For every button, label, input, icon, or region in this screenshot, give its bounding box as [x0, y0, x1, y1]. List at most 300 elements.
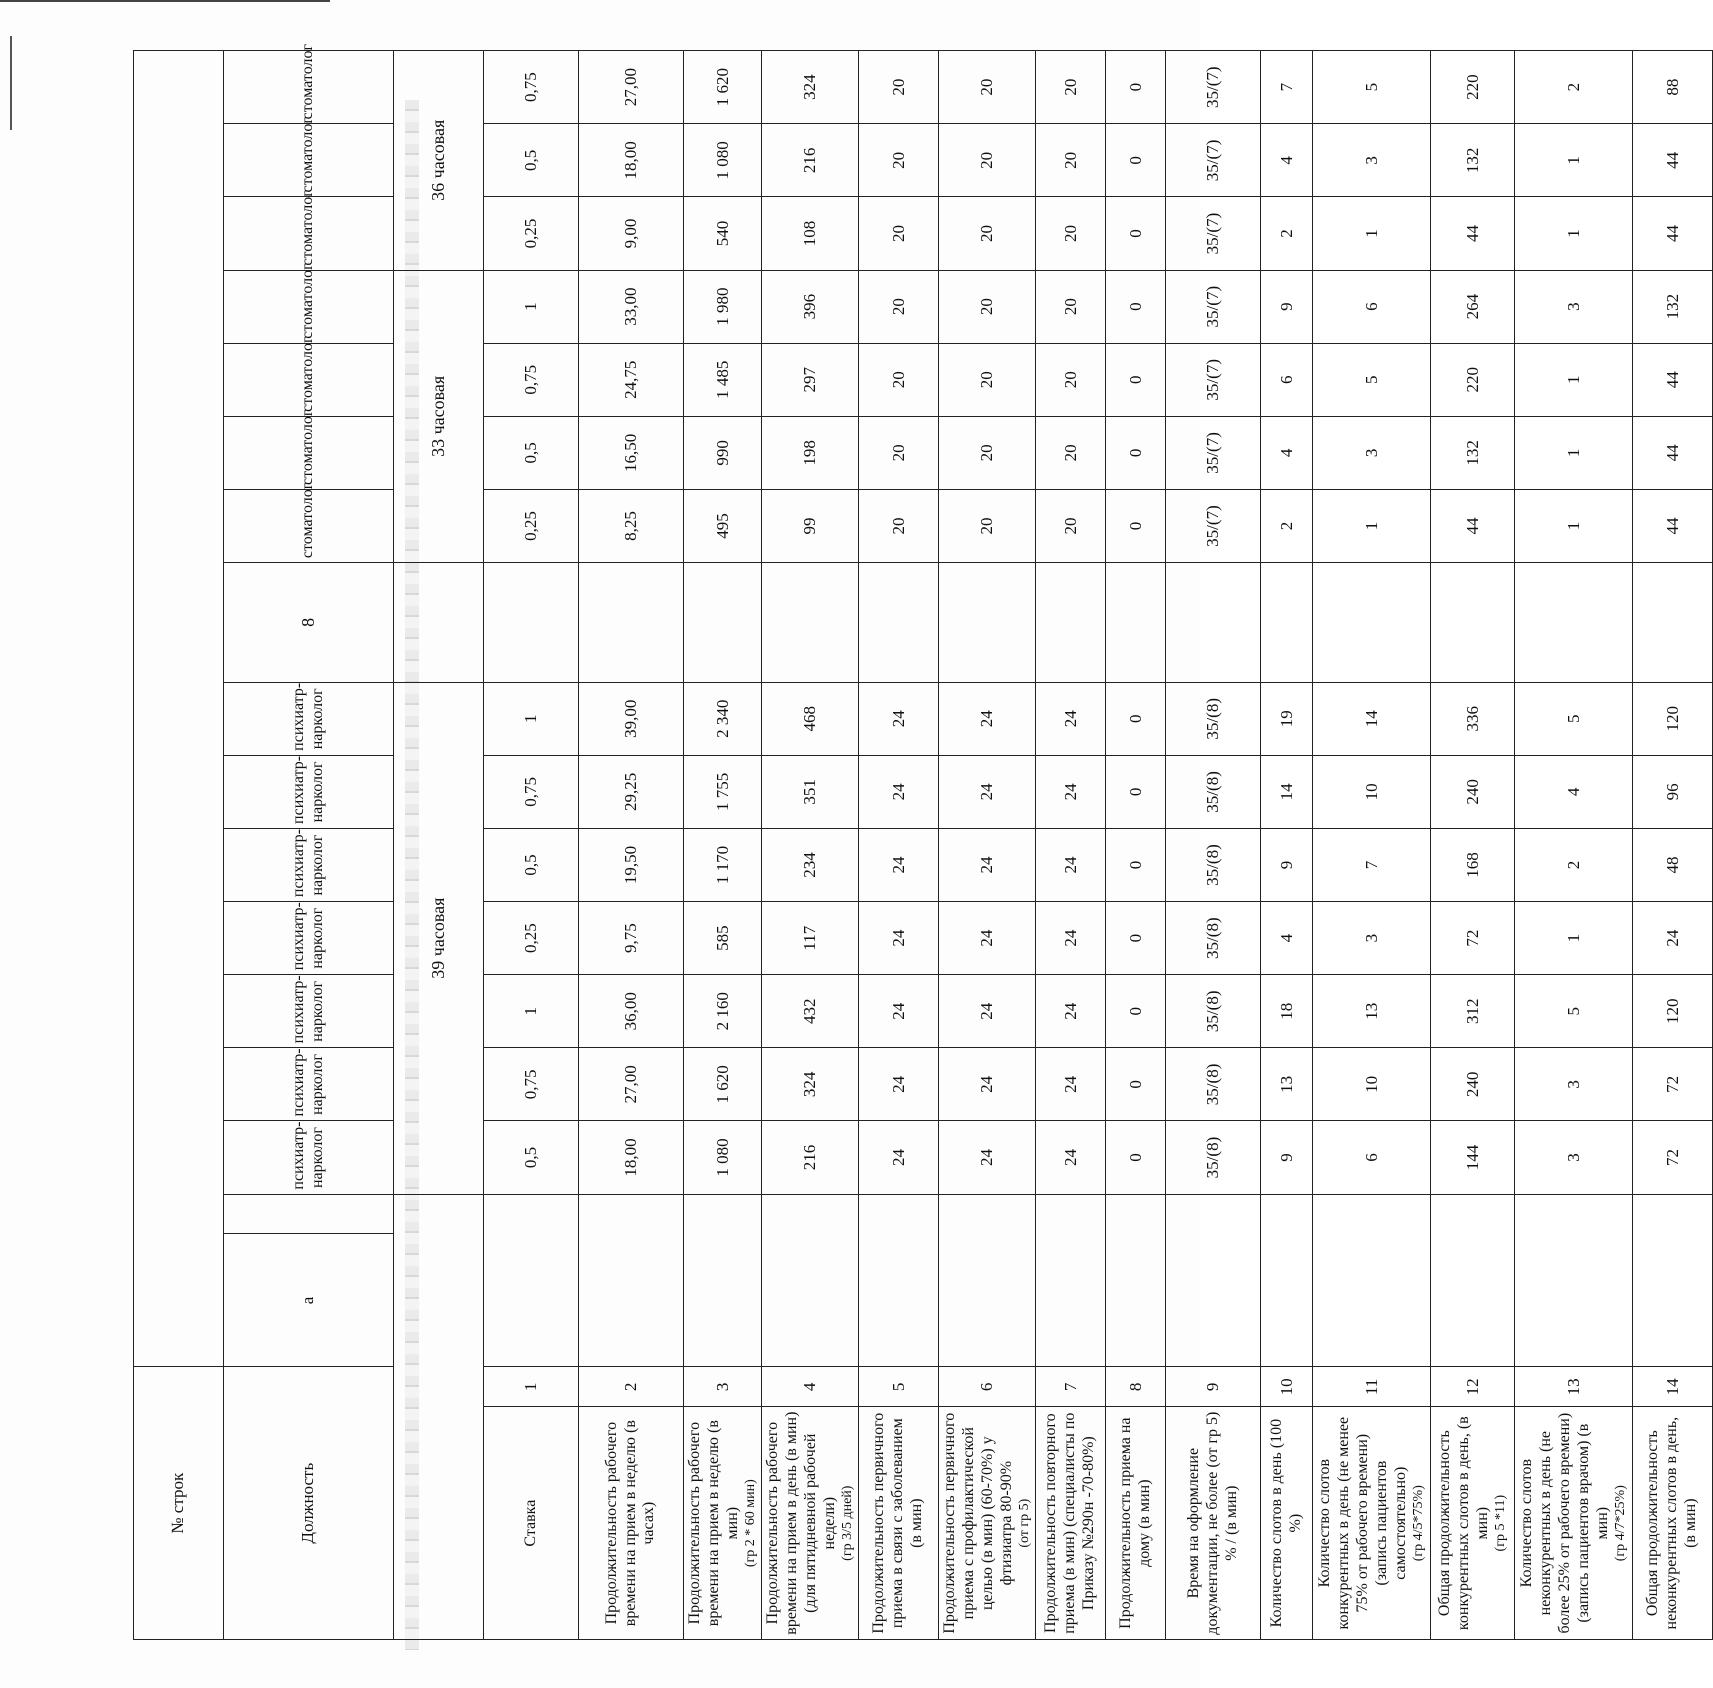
value-cell: 24 — [939, 1121, 1036, 1194]
value-cell: 1 — [1515, 197, 1633, 270]
value-cell: 336 — [1431, 682, 1515, 755]
value-cell: 14 — [1313, 682, 1431, 755]
value-cell: 1 485 — [684, 343, 762, 416]
value-cell: 24 — [1036, 1048, 1106, 1121]
column-a-label: а — [224, 1234, 394, 1367]
column-title: Продолжительность первичного приема с профилактической целью (в мин) (60-70%) у фтизиатра 80-90% — [941, 1412, 1015, 1634]
value-cell: 20 — [1036, 197, 1106, 270]
column-header-11 — [1313, 1407, 1431, 1640]
value-cell: 35/(8) — [1166, 1048, 1261, 1121]
value-cell: 35/(8) — [1166, 828, 1261, 901]
value-cell: 35/(8) — [1166, 682, 1261, 755]
value-cell: 19 — [1261, 682, 1313, 755]
value-cell: 3 — [1515, 1048, 1633, 1121]
value-cell: 0 — [1106, 1121, 1166, 1194]
value-cell: 0,5 — [484, 1121, 579, 1194]
column-header-14 — [1633, 1407, 1713, 1640]
value-cell: 7 — [1313, 828, 1431, 901]
value-cell: 24 — [859, 902, 939, 975]
column-number: 2 — [579, 1367, 684, 1407]
column-spacer — [939, 1194, 1036, 1367]
value-cell: 0,75 — [484, 51, 579, 124]
value-cell: 72 — [1633, 1121, 1713, 1194]
value-cell: 6 — [1313, 1121, 1431, 1194]
scan-gap — [1036, 563, 1106, 683]
column-title: Продолжительность рабочего времени на прием в день (в мин) (для пятидневной рабочей недели) — [764, 1411, 838, 1635]
value-cell: 108 — [762, 197, 859, 270]
column-title: Продолжительность рабочего времени на прием в неделю (в мин) — [686, 1420, 741, 1627]
scan-gap — [1261, 563, 1313, 683]
value-cell: 495 — [684, 489, 762, 562]
value-cell: 24 — [1036, 682, 1106, 755]
value-cell: 5 — [1313, 343, 1431, 416]
value-cell: 18 — [1261, 975, 1313, 1048]
column-number: 12 — [1431, 1367, 1515, 1407]
value-cell: 20 — [939, 270, 1036, 343]
appointment-norms-table — [133, 43, 1713, 1640]
value-cell: 9 — [1261, 1121, 1313, 1194]
value-cell: 20 — [939, 343, 1036, 416]
value-cell: 2 — [1515, 51, 1633, 124]
column-spacer — [1106, 1194, 1166, 1367]
scan-gap — [579, 563, 684, 683]
value-cell: 1 980 — [684, 270, 762, 343]
value-cell: 27,00 — [579, 1048, 684, 1121]
value-cell: 35/(7) — [1166, 489, 1261, 562]
value-cell: 5 — [1313, 51, 1431, 124]
scan-gap — [684, 563, 762, 683]
value-cell: 0 — [1106, 755, 1166, 828]
value-cell: 216 — [762, 124, 859, 197]
value-cell: 168 — [1431, 828, 1515, 901]
column-header-9 — [1166, 1407, 1261, 1640]
value-cell: 144 — [1431, 1121, 1515, 1194]
column-header-5 — [859, 1407, 939, 1640]
value-cell: 20 — [1036, 51, 1106, 124]
column-spacer — [579, 1194, 684, 1367]
value-cell: 72 — [1431, 902, 1515, 975]
value-cell: 33,00 — [579, 270, 684, 343]
value-cell: 35/(8) — [1166, 755, 1261, 828]
value-cell: 120 — [1633, 975, 1713, 1048]
value-cell: 1 170 — [684, 828, 762, 901]
value-cell: 88 — [1633, 51, 1713, 124]
column-number: 4 — [762, 1367, 859, 1407]
value-cell: 5 — [1515, 682, 1633, 755]
value-cell: 20 — [859, 343, 939, 416]
value-cell: 24 — [939, 755, 1036, 828]
group-empty — [394, 563, 484, 683]
position-cell: психиатр-нарколог — [224, 902, 394, 975]
value-cell: 24 — [1036, 1121, 1106, 1194]
column-header-1 — [484, 1407, 579, 1640]
column-number: 9 — [1166, 1367, 1261, 1407]
value-cell: 0,5 — [484, 416, 579, 489]
value-cell: 24 — [939, 828, 1036, 901]
position-cell: стоматолог — [224, 343, 394, 416]
value-cell: 0 — [1106, 270, 1166, 343]
value-cell: 240 — [1431, 1048, 1515, 1121]
value-cell: 3 — [1313, 416, 1431, 489]
rotated-table-wrapper — [133, 43, 1700, 1640]
value-cell: 13 — [1313, 975, 1431, 1048]
value-cell: 20 — [859, 124, 939, 197]
value-cell: 24 — [1036, 902, 1106, 975]
value-cell: 0,25 — [484, 489, 579, 562]
value-cell: 44 — [1431, 197, 1515, 270]
value-cell: 24 — [859, 828, 939, 901]
value-cell: 2 340 — [684, 682, 762, 755]
value-cell: 20 — [859, 197, 939, 270]
column-header-13 — [1515, 1407, 1633, 1640]
value-cell: 44 — [1633, 343, 1713, 416]
position-cell: стоматолог — [224, 270, 394, 343]
column-spacer — [1261, 1194, 1313, 1367]
value-cell: 2 — [1261, 489, 1313, 562]
value-cell: 29,25 — [579, 755, 684, 828]
value-cell: 20 — [859, 416, 939, 489]
column-title: Продолжительность повторного приема (в мин) (специалисты по Приказу №290н -70-80%) — [1042, 1412, 1098, 1634]
column-number: 10 — [1261, 1367, 1313, 1407]
position-cell: психиатр-нарколог — [224, 682, 394, 755]
value-cell: 35/(8) — [1166, 902, 1261, 975]
value-cell: 72 — [1633, 1048, 1713, 1121]
value-cell: 24 — [939, 682, 1036, 755]
column-header-12 — [1431, 1407, 1515, 1640]
column-formula: (гр 2 * 60 мин) — [742, 1479, 758, 1568]
position-cell: стоматолог — [224, 416, 394, 489]
hours-group-33: 33 часовая — [394, 270, 484, 563]
value-cell: 35/(7) — [1166, 270, 1261, 343]
value-cell: 585 — [684, 902, 762, 975]
value-cell: 48 — [1633, 828, 1713, 901]
value-cell: 24 — [859, 682, 939, 755]
column-title: Продолжительность приема на дому (в мин) — [1116, 1417, 1153, 1629]
scan-gap — [1166, 563, 1261, 683]
value-cell: 120 — [1633, 682, 1713, 755]
value-cell: 24 — [1036, 755, 1106, 828]
value-cell: 9,75 — [579, 902, 684, 975]
value-cell: 35/(7) — [1166, 51, 1261, 124]
scan-gap — [939, 563, 1036, 683]
value-cell: 0 — [1106, 1048, 1166, 1121]
column-spacer — [859, 1194, 939, 1367]
value-cell: 1 — [1313, 197, 1431, 270]
column-title: Продолжительность рабочего времени на прием в неделю (в часах) — [602, 1420, 658, 1627]
column-formula: (гр 4/7*25%) — [1612, 1485, 1628, 1562]
value-cell: 14 — [1261, 755, 1313, 828]
scan-gap — [762, 563, 859, 683]
column-spacer — [1431, 1194, 1515, 1367]
value-cell: 1 — [484, 975, 579, 1048]
row-number-header: № строк — [134, 1367, 224, 1640]
value-cell: 0 — [1106, 124, 1166, 197]
scan-gap — [1431, 563, 1515, 683]
value-cell: 220 — [1431, 51, 1515, 124]
value-cell: 35/(7) — [1166, 197, 1261, 270]
position-header: Должность — [224, 1367, 394, 1640]
column-title: Общая продолжительность конкурентных слотов в день, (в мин) — [1436, 1416, 1491, 1631]
value-cell: 24 — [1633, 902, 1713, 975]
column-header-3 — [684, 1407, 762, 1640]
position-cell: стоматолог — [224, 51, 394, 124]
value-cell: 9 — [1261, 270, 1313, 343]
top-rule — [0, 0, 330, 2]
column-spacer — [1166, 1194, 1261, 1367]
table-sheet — [133, 43, 1700, 1640]
column-spacer — [1036, 1194, 1106, 1367]
value-cell: 20 — [859, 489, 939, 562]
column-number: 14 — [1633, 1367, 1713, 1407]
position-cell: стоматолог — [224, 197, 394, 270]
value-cell: 35/(7) — [1166, 124, 1261, 197]
value-cell: 396 — [762, 270, 859, 343]
value-cell: 324 — [762, 51, 859, 124]
value-cell: 18,00 — [579, 1121, 684, 1194]
value-cell: 0 — [1106, 975, 1166, 1048]
value-cell: 1 — [484, 682, 579, 755]
value-cell: 13 — [1261, 1048, 1313, 1121]
scan-gap — [859, 563, 939, 683]
value-cell: 44 — [1633, 489, 1713, 562]
value-cell: 3 — [1515, 1121, 1633, 1194]
value-cell: 117 — [762, 902, 859, 975]
value-cell: 0,25 — [484, 197, 579, 270]
scan-gap — [1106, 563, 1166, 683]
value-cell: 96 — [1633, 755, 1713, 828]
column-title: Время на оформление документации, не более (от гр 5) % / (в мин) — [1184, 1411, 1240, 1635]
value-cell: 24 — [939, 1048, 1036, 1121]
value-cell: 35/(7) — [1166, 416, 1261, 489]
position-cell: психиатр-нарколог — [224, 1048, 394, 1121]
value-cell: 44 — [1633, 124, 1713, 197]
value-cell: 20 — [1036, 270, 1106, 343]
value-cell: 1 620 — [684, 51, 762, 124]
position-cell: психиатр-нарколог — [224, 828, 394, 901]
value-cell: 1 — [1313, 489, 1431, 562]
margin-mark — [10, 36, 12, 130]
hours-group-36: 36 часовая — [394, 51, 484, 271]
value-cell: 39,00 — [579, 682, 684, 755]
value-cell: 8,25 — [579, 489, 684, 562]
value-cell: 24 — [939, 975, 1036, 1048]
value-cell: 20 — [939, 416, 1036, 489]
value-cell: 20 — [1036, 416, 1106, 489]
value-cell: 1 — [1515, 902, 1633, 975]
column-title: Количество слотов конкурентных в день (не менее 75% от рабочего времени) (запись пациентов самостоятельно) — [1316, 1416, 1409, 1630]
value-cell: 20 — [1036, 343, 1106, 416]
value-cell: 20 — [1036, 124, 1106, 197]
value-cell: 2 160 — [684, 975, 762, 1048]
column-spacer — [1313, 1194, 1431, 1367]
value-cell: 18,00 — [579, 124, 684, 197]
value-cell: 264 — [1431, 270, 1515, 343]
column-header-8 — [1106, 1407, 1166, 1640]
position-cell: психиатр-нарколог — [224, 755, 394, 828]
value-cell: 132 — [1431, 124, 1515, 197]
value-cell: 35/(8) — [1166, 975, 1261, 1048]
hours-group-39: 39 часовая — [394, 682, 484, 1194]
value-cell: 216 — [762, 1121, 859, 1194]
value-cell: 20 — [859, 270, 939, 343]
value-cell: 0 — [1106, 682, 1166, 755]
value-cell: 24 — [939, 902, 1036, 975]
value-cell: 24 — [859, 975, 939, 1048]
column-number: 1 — [484, 1367, 579, 1407]
column-header-7 — [1036, 1407, 1106, 1640]
value-cell: 0,25 — [484, 902, 579, 975]
value-cell: 3 — [1313, 124, 1431, 197]
value-cell: 1 — [484, 270, 579, 343]
column-number: 13 — [1515, 1367, 1633, 1407]
value-cell: 0 — [1106, 489, 1166, 562]
value-cell: 24,75 — [579, 343, 684, 416]
column-header-10 — [1261, 1407, 1313, 1640]
value-cell: 27,00 — [579, 51, 684, 124]
value-cell: 1 — [1515, 124, 1633, 197]
value-cell: 432 — [762, 975, 859, 1048]
scan-gap — [1313, 563, 1431, 683]
value-cell: 351 — [762, 755, 859, 828]
value-cell: 9 — [1261, 828, 1313, 901]
value-cell: 16,50 — [579, 416, 684, 489]
column-number: 7 — [1036, 1367, 1106, 1407]
column-spacer — [484, 1194, 579, 1367]
column-formula: (гр 3/5 дней) — [839, 1485, 855, 1561]
value-cell: 0,75 — [484, 343, 579, 416]
column-formula: (от гр 5) — [1016, 1498, 1032, 1548]
column-title: Количество слотов в день (100 %) — [1267, 1418, 1304, 1628]
value-cell: 4 — [1261, 902, 1313, 975]
value-cell: 1 620 — [684, 1048, 762, 1121]
value-cell: 24 — [859, 755, 939, 828]
value-cell: 0 — [1106, 343, 1166, 416]
position-cell: стоматолог — [224, 489, 394, 562]
value-cell: 312 — [1431, 975, 1515, 1048]
value-cell: 0,75 — [484, 755, 579, 828]
value-cell: 19,50 — [579, 828, 684, 901]
column-formula: (гр 5 *11) — [1492, 1494, 1508, 1552]
section-number: 8 — [224, 563, 394, 683]
value-cell: 1 — [1515, 416, 1633, 489]
value-cell: 4 — [1261, 124, 1313, 197]
value-cell: 1 080 — [684, 124, 762, 197]
value-cell: 540 — [684, 197, 762, 270]
column-number: 11 — [1313, 1367, 1431, 1407]
column-number: 3 — [684, 1367, 762, 1407]
value-cell: 7 — [1261, 51, 1313, 124]
value-cell: 0,5 — [484, 828, 579, 901]
value-cell: 20 — [939, 197, 1036, 270]
column-spacer — [684, 1194, 762, 1367]
scan-gap — [484, 563, 579, 683]
value-cell: 0,5 — [484, 124, 579, 197]
value-cell: 0 — [1106, 197, 1166, 270]
value-cell: 44 — [1633, 416, 1713, 489]
value-cell: 0 — [1106, 902, 1166, 975]
value-cell: 324 — [762, 1048, 859, 1121]
scan-gap — [1633, 563, 1713, 683]
value-cell: 10 — [1313, 755, 1431, 828]
value-cell: 0 — [1106, 828, 1166, 901]
column-header-4 — [762, 1407, 859, 1640]
value-cell: 5 — [1515, 975, 1633, 1048]
value-cell: 0,75 — [484, 1048, 579, 1121]
value-cell: 220 — [1431, 343, 1515, 416]
column-title: Ставка — [521, 1499, 539, 1547]
value-cell: 132 — [1633, 270, 1713, 343]
value-cell: 44 — [1633, 197, 1713, 270]
value-cell: 35/(8) — [1166, 1121, 1261, 1194]
value-cell: 1 080 — [684, 1121, 762, 1194]
value-cell: 6 — [1313, 270, 1431, 343]
position-cell: стоматолог — [224, 124, 394, 197]
value-cell: 20 — [1036, 489, 1106, 562]
column-formula: (гр 4/5*75%) — [1410, 1485, 1426, 1562]
column-number: 5 — [859, 1367, 939, 1407]
value-cell: 297 — [762, 343, 859, 416]
scan-gap — [1515, 563, 1633, 683]
value-cell: 234 — [762, 828, 859, 901]
value-cell: 2 — [1515, 828, 1633, 901]
column-number: 8 — [1106, 1367, 1166, 1407]
value-cell: 35/(7) — [1166, 343, 1261, 416]
value-cell: 2 — [1261, 197, 1313, 270]
value-cell: 1 755 — [684, 755, 762, 828]
value-cell: 20 — [939, 51, 1036, 124]
value-cell: 24 — [859, 1048, 939, 1121]
column-spacer — [762, 1194, 859, 1367]
value-cell: 24 — [1036, 828, 1106, 901]
value-cell: 20 — [859, 51, 939, 124]
value-cell: 99 — [762, 489, 859, 562]
value-cell: 44 — [1431, 489, 1515, 562]
value-cell: 990 — [684, 416, 762, 489]
column-number: 6 — [939, 1367, 1036, 1407]
value-cell: 6 — [1261, 343, 1313, 416]
value-cell: 36,00 — [579, 975, 684, 1048]
value-cell: 0 — [1106, 416, 1166, 489]
value-cell: 1 — [1515, 489, 1633, 562]
value-cell: 132 — [1431, 416, 1515, 489]
column-header-2 — [579, 1407, 684, 1640]
row-number-header-spacer — [134, 51, 224, 1367]
value-cell: 9,00 — [579, 197, 684, 270]
value-cell: 0 — [1106, 51, 1166, 124]
value-cell: 4 — [1515, 755, 1633, 828]
value-cell: 20 — [939, 489, 1036, 562]
position-cell: психиатр-нарколог — [224, 1121, 394, 1194]
column-title: Общая продолжительность неконкурентных слотов в день, (в мин) — [1644, 1416, 1700, 1630]
value-cell: 24 — [1036, 975, 1106, 1048]
value-cell: 1 — [1515, 343, 1633, 416]
column-title: Продолжительность первичного приема в связи с заболеванием (в мин) — [870, 1412, 926, 1634]
column-header-6 — [939, 1407, 1036, 1640]
value-cell: 4 — [1261, 416, 1313, 489]
value-cell: 3 — [1313, 902, 1431, 975]
value-cell: 24 — [859, 1121, 939, 1194]
column-spacer — [1515, 1194, 1633, 1367]
position-cell: психиатр-нарколог — [224, 975, 394, 1048]
group-empty — [394, 1194, 484, 1639]
value-cell: 468 — [762, 682, 859, 755]
value-cell: 10 — [1313, 1048, 1431, 1121]
column-spacer — [1633, 1194, 1713, 1367]
scan-gap — [224, 1194, 394, 1234]
value-cell: 240 — [1431, 755, 1515, 828]
value-cell: 3 — [1515, 270, 1633, 343]
value-cell: 198 — [762, 416, 859, 489]
